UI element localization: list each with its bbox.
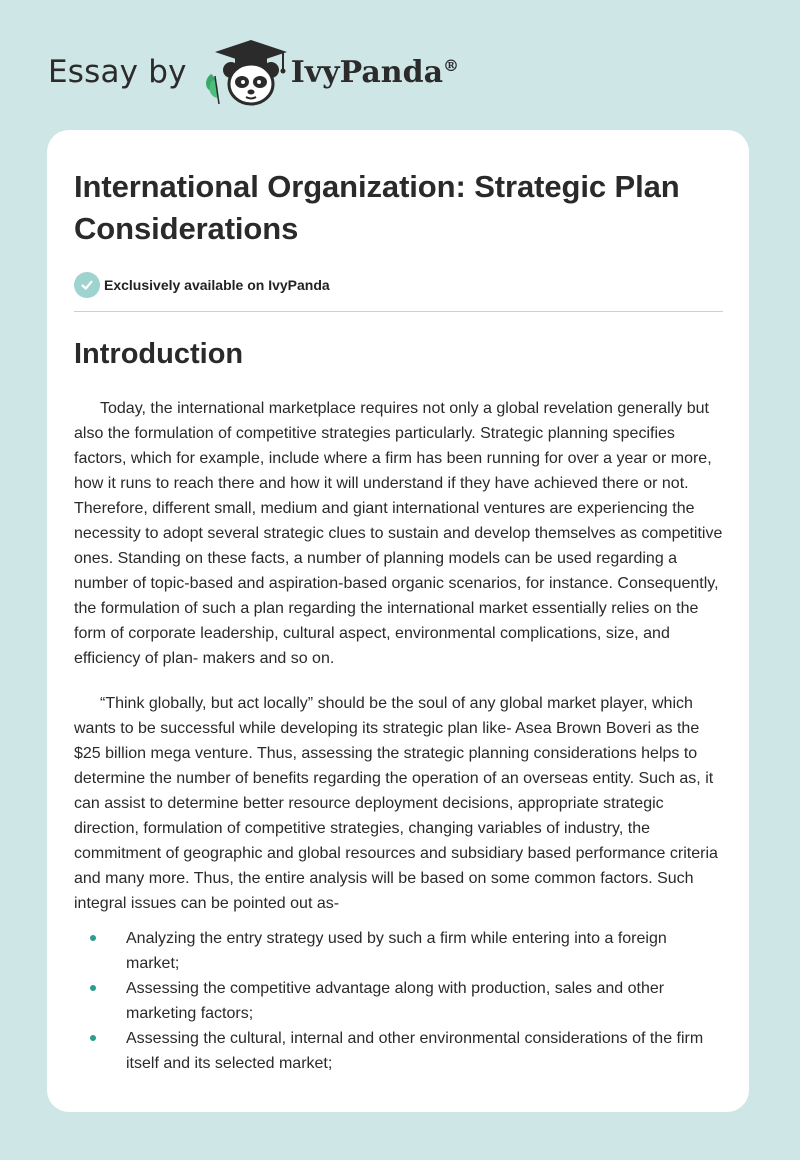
check-icon bbox=[74, 272, 100, 298]
paragraph: “Think globally, but act locally” should be the soul of any global market player, which wants to be successful while developing its strategic plan like- Asea Brown Boveri as the $25 billion mega venture. Thus, assessing the strategic planning considerations helps to determine the number of benefits regarding the operation of an overseas entity. Such as, it can assist to determine better resource deployment decisions, appropriate strategic direction, formulation of competitive strategies, changing variables of industry, the commitment of geographic and global resources and subsidiary based performance criteria and many more. Thus, the entire analysis will be based on some common factors. Such integral issues can be pointed out as- bbox=[74, 695, 718, 912]
bullet-item: Analyzing the entry strategy used by such a firm while entering into a foreign market; bbox=[126, 926, 723, 976]
page-title: International Organization: Strategic Plan Considerations bbox=[74, 169, 680, 246]
essay-card bbox=[47, 130, 749, 1112]
site-header bbox=[48, 36, 459, 108]
divider bbox=[74, 311, 723, 312]
bullet-item: Assessing the competitive advantage along with production, sales and other marketing factors; bbox=[126, 976, 723, 1026]
brand-name[interactable]: IvyPanda® bbox=[290, 54, 460, 90]
paragraph: Today, the international marketplace requires not only a global revelation generally but also the formulation of competitive strategies particularly. Strategic planning specifies factors, which for example, include where a firm has been running for over a year or more, how it runs to reach there and how it will understand if they have achieved there or not. Therefore, different small, medium and giant international ventures are experiencing the necessity to adopt several strategic clues to sustain and develop themselves as competitive ones. Standing on these facts, a number of planning models can be used regarding a number of topic-based and aspiration-based organic scenarios, for instance. Consequently, the formulation of such a plan regarding the international market essentially relies on the form of corporate leadership, cultural aspect, environmental complications, size, and efficiency of plan- makers and so on. bbox=[74, 400, 723, 667]
exclusive-badge bbox=[74, 272, 723, 298]
panda-graduate-icon[interactable] bbox=[201, 36, 297, 108]
bullet-item: Assessing the cultural, internal and other environmental considerations of the firm itself and its selected market; bbox=[126, 1026, 723, 1076]
section-heading: Introduction bbox=[74, 338, 244, 370]
badge-text: Exclusively available on IvyPanda bbox=[104, 277, 330, 293]
brand-prefix: Essay by bbox=[48, 54, 187, 90]
bullet-list bbox=[74, 926, 723, 1076]
